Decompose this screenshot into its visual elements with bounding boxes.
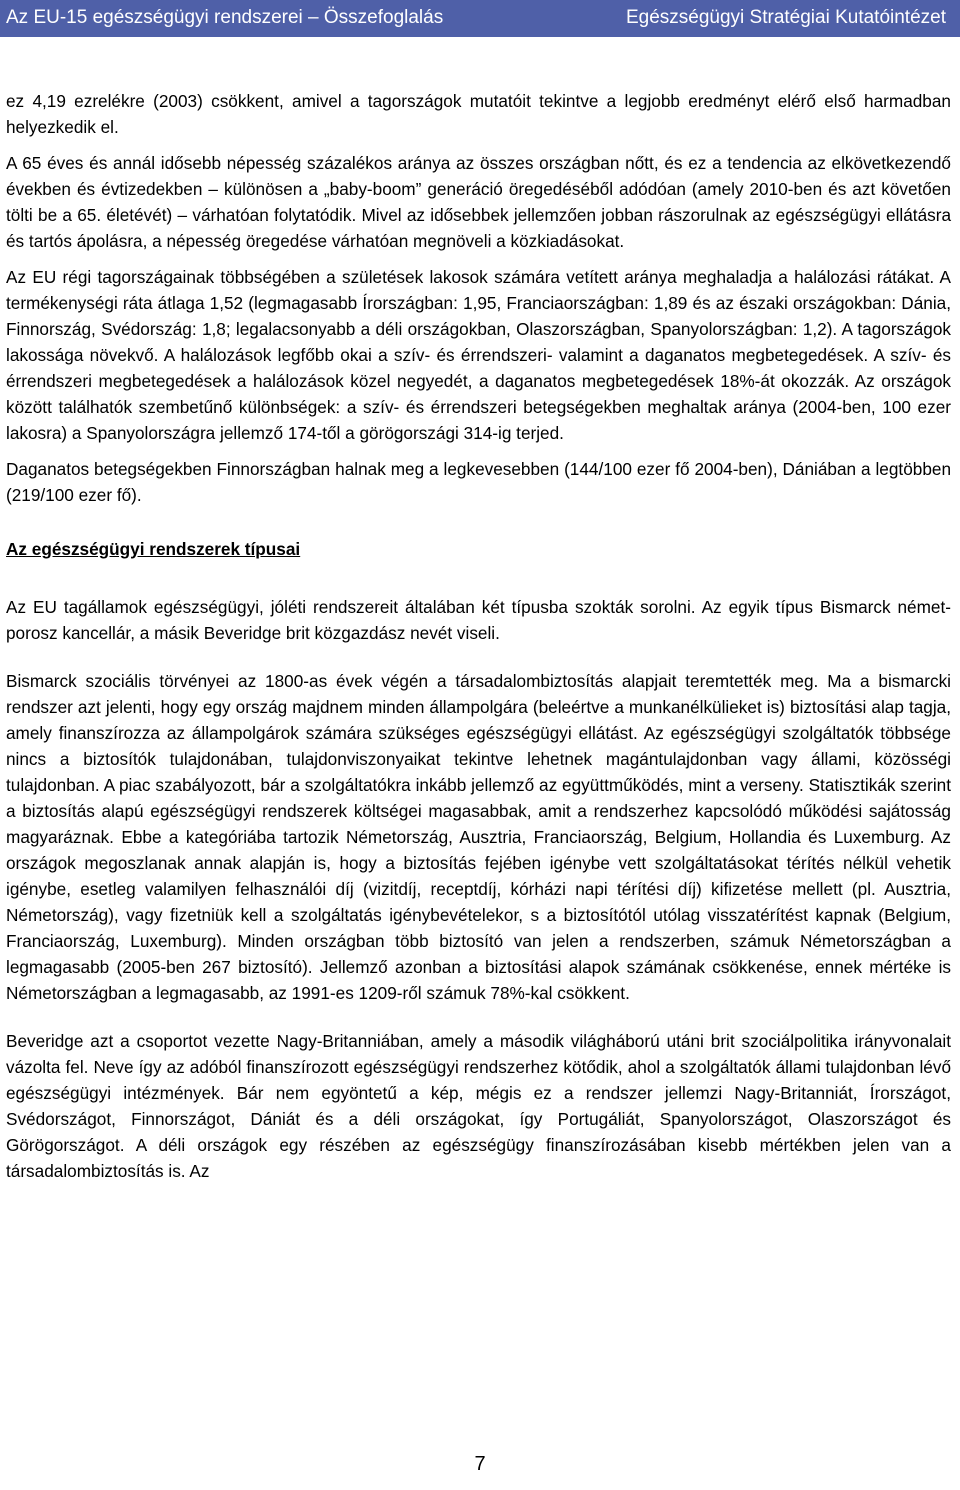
paragraph-birth-death-rates: Az EU régi tagországainak többségében a születések lakosok számára vetített aránya meghaladja a halálozási rátákat. A termékenységi ráta átlaga 1,52 (legmagasabb Írországban: 1,95, Franciaországban: 1,89 és az északi országokban: Dánia, Finnország, Svédország: 1,8; legalacsonyabb a déli országokban, Olaszországban, Spanyolországban: 1,2). A tagországok lakossága növekvő. A halálozások legfőbb okai a szív- és érrendszeri- valamint a daganatos megbetegedések. A szív- és érrendszeri megbetegedések a halálozások közel negyedét, a daganatos megbetegedések 18%-át okozzák. Az országok között találhatók szembetűnő különbségek: a szív- és érrendszeri betegségekben meghaltak aránya (2004-ben, 100 ezer lakosra) a Spanyolországra jellemző 174-től a görögországi 314-ig terjed. — [6, 267, 951, 443]
header-institute: Egészségügyi Stratégiai Kutatóintézet — [625, 7, 946, 28]
section-heading: Az egészségügyi rendszerek típusai — [6, 539, 301, 559]
paragraph-bismarck: Bismarck szociális törvényei az 1800-as évek végén a társadalombiztosítás alapjait teremtették meg. Ma a bismarcki rendszer azt jelenti, hogy egy ország majdnem minden állampolgára (beleértve a munkanélkülieket is) biztosítási alap tagja, amely finanszírozza az állampolgárok számára szükséges egészségügyi ellátást. Az egészségügyi szolgáltatók többsége nincs a biztosítók tulajdonában, tulajdonviszonyaikat tekintve lehetnek magántulajdonban vagy állami, közösségi tulajdonban. A piac szabályozott, bár a szolgáltatókra inkább jellemző az együttműködés, mint a verseny. Statisztikák szerint a biztosítás alapú egészségügyi rendszerek költségei magasabbak, amit a rendszerhez kapcsolódó működési sajátosság magyaráznak. Ebbe a kategóriába tartozik Németország, Ausztria, Franciaország, Belgium, Hollandia és Luxemburg. Az országok megoszlanak annak alapján is, hogy a biztosítás fejében igénybe vett szolgáltatásokat térítés nélkül vehetik igénybe, esetleg valamilyen felhasználói díj (vizitdíj, receptdíj, kórházi napi térítési díj) kifizetése mellett (pl. Ausztria, Németország), vagy fizetniük kell a szolgáltatás igénybevételekor, s a biztosítótól utólag visszatérítést kapnak (Belgium, Franciaország, Luxemburg). Minden országban több biztosító van jelen a rendszerben, számuk Németországban a legmagasabb (2005-ben 267 biztosító). Jellemző azonban a biztosítási alapok számának csökkenése, ennek mértéke is Németországban a legmagasabb, az 1991-es 1209-ről számuk 78%-kal csökkent. — [6, 671, 951, 1003]
paragraph-infant-mortality: ez 4,19 ezrelékre (2003) csökkent, amivel a tagországok mutatóit tekintve a legjobb eredményt elérő első harmadban helyezkedik el. — [6, 91, 951, 137]
document-body — [6, 88, 951, 1194]
page-number: 7 — [474, 1453, 486, 1475]
paragraph-cancer-deaths: Daganatos betegségekben Finnországban halnak meg a legkevesebben (144/100 ezer fő 2004-ben), Dániában a legtöbben (219/100 ezer fő). — [6, 459, 951, 505]
header-title: Az EU-15 egészségügyi rendszerei – Összefoglalás — [6, 7, 444, 28]
page-header — [0, 0, 960, 37]
paragraph-beveridge: Beveridge azt a csoportot vezette Nagy-Britanniában, amely a második világháború utáni brit szociálpolitika irányvonalait vázolta fel. Neve így az adóból finanszírozott egészségügyi rendszerhez kötődik, ahol a szolgáltatók állami tulajdonban lévő egészségügyi intézmények. Bár nem egyöntetű a kép, mégis ez a rendszer jellemzi Nagy-Britanniát, Írországot, Svédországot, Finnországot, Dániát és a déli országokat, így Portugáliát, Spanyolországot, Olaszországot és Görögországot. A déli országok egy részében az egészségügy finanszírozásában kisebb mértékben jelen van a társadalombiztosítás is. Az — [6, 1031, 951, 1181]
paragraph-system-types: Az EU tagállamok egészségügyi, jóléti rendszereit általában két típusba szokták sorolni. Az egyik típus Bismarck német-porosz kancellár, a másik Beveridge brit közgazdász nevét viseli. — [6, 597, 951, 643]
paragraph-aging-population: A 65 éves és annál idősebb népesség százalékos aránya az összes országban nőtt, és ez a tendencia az elkövetkezendő években és évtizedekben – különösen a „baby-boom” generáció öregedéséből adódóan (amely 2010-ben és azt követően tölti be a 65. életévét) – várhatóan folytatódik. Mivel az idősebbek jellemzően jobban rászorulnak az egészségügyi ellátásra és tartós ápolásra, a népesség öregedése várhatóan megnöveli a közkiadásokat. — [6, 153, 951, 251]
